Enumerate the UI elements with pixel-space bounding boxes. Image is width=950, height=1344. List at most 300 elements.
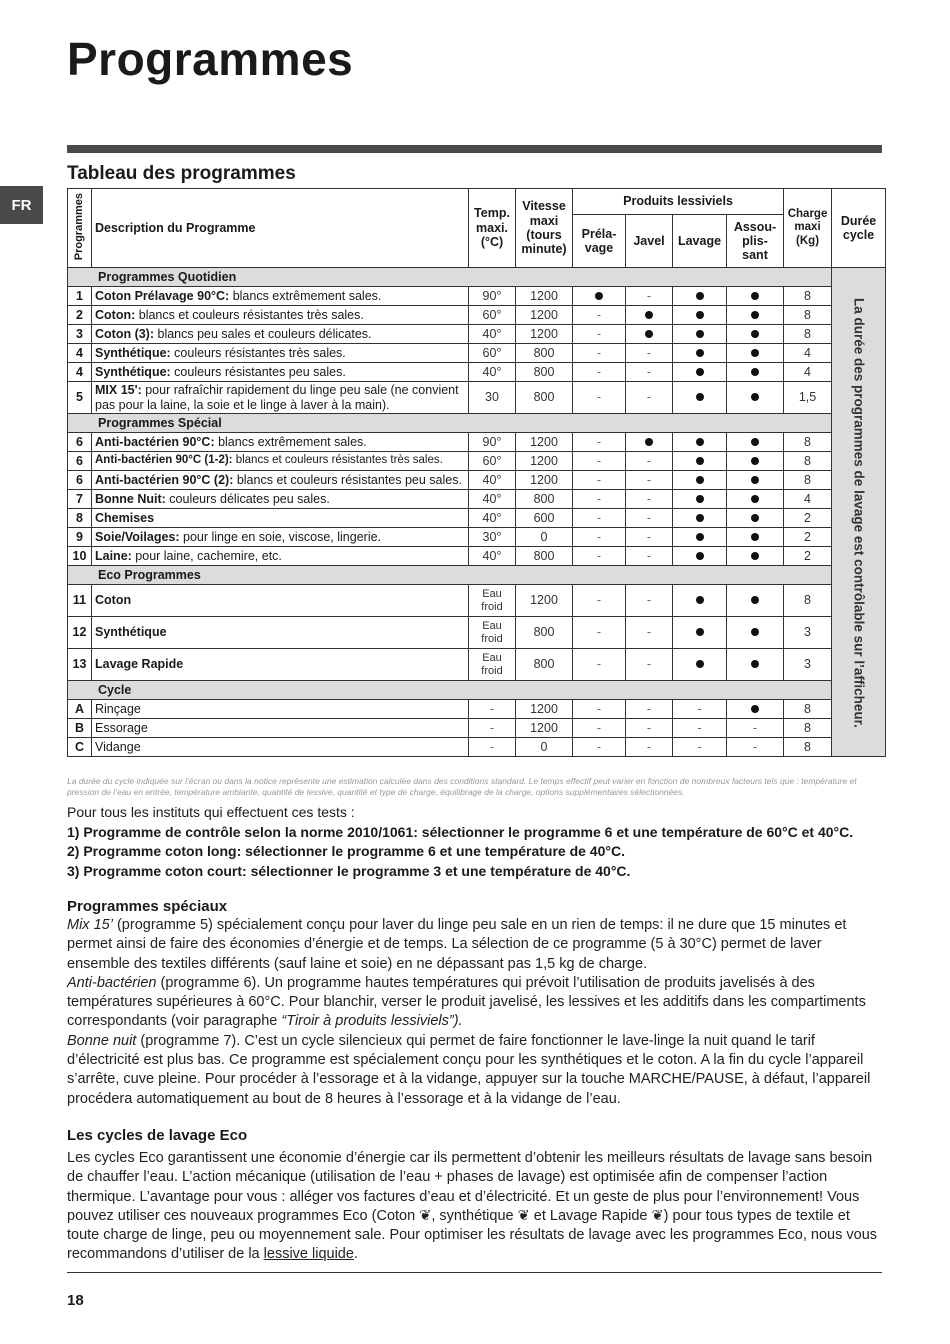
eco-text-2: , synthétique [431, 1207, 518, 1224]
prelavage-cell: - [573, 306, 626, 325]
dot-icon [696, 457, 704, 465]
assouplissant-cell [727, 452, 784, 471]
lavage-cell [673, 306, 727, 325]
table-row [68, 509, 886, 528]
dot-icon [751, 457, 759, 465]
dot-icon [696, 514, 704, 522]
group-row [68, 268, 886, 287]
table-row [68, 528, 886, 547]
charge-cell: 8 [784, 306, 832, 325]
javel-cell [626, 433, 673, 452]
vitesse-cell: 1200 [516, 585, 573, 617]
temp-cell: 60° [469, 344, 516, 363]
vitesse-cell: 800 [516, 617, 573, 649]
table-row [68, 325, 886, 344]
program-number: 6 [68, 471, 92, 490]
program-number: 5 [68, 382, 92, 414]
prelavage-cell: - [573, 471, 626, 490]
javel-cell: - [626, 452, 673, 471]
table-row [68, 433, 886, 452]
javel-cell: - [626, 344, 673, 363]
header-produits: Produits lessiviels [573, 189, 784, 215]
prelavage-cell: - [573, 433, 626, 452]
lavage-cell [673, 433, 727, 452]
assouplissant-cell [727, 433, 784, 452]
group-row [68, 681, 886, 700]
javel-cell: - [626, 363, 673, 382]
dot-icon [751, 495, 759, 503]
lavage-cell [673, 649, 727, 681]
dot-icon [645, 330, 653, 338]
dot-icon [751, 292, 759, 300]
prelavage-cell: - [573, 547, 626, 566]
program-detail: couleurs résistantes très sales. [170, 345, 346, 360]
dot-icon [751, 438, 759, 446]
program-name: Anti-bactérien 90°C (2): [95, 472, 234, 487]
header-programmes: Programmes [73, 192, 86, 260]
dot-icon [751, 514, 759, 522]
assouplissant-cell [727, 344, 784, 363]
vitesse-cell: 1200 [516, 700, 573, 719]
header-description: Description du Programme [92, 189, 469, 268]
program-detail: blancs extrêmement sales. [229, 288, 382, 303]
charge-cell: 8 [784, 719, 832, 738]
table-row [68, 617, 886, 649]
lavage-cell [673, 363, 727, 382]
program-name: Laine: [95, 548, 132, 563]
header-assouplissant: Assou-plis-sant [727, 215, 784, 268]
eco-synthetique-icon: ❦ [517, 1207, 530, 1224]
javel-cell [626, 306, 673, 325]
program-detail: Essorage [95, 720, 148, 735]
charge-cell: 8 [784, 700, 832, 719]
charge-cell: 3 [784, 649, 832, 681]
program-description [92, 617, 469, 649]
dot-icon [696, 311, 704, 319]
assouplissant-cell [727, 325, 784, 344]
dot-icon [645, 438, 653, 446]
eco-coton-icon: ❦ [419, 1207, 432, 1224]
header-charge: Charge maxi (Kg) [784, 189, 832, 268]
table-row [68, 700, 886, 719]
lavage-cell: - [673, 738, 727, 757]
charge-cell: 1,5 [784, 382, 832, 414]
program-description [92, 509, 469, 528]
program-detail: blancs et couleurs résistantes très sales. [232, 454, 443, 467]
eco-rapide-icon: ❦ [651, 1207, 664, 1224]
dot-icon [751, 705, 759, 713]
lavage-cell [673, 382, 727, 414]
program-number: 13 [68, 649, 92, 681]
prelavage-cell: - [573, 585, 626, 617]
prelavage-cell: - [573, 344, 626, 363]
lavage-cell [673, 452, 727, 471]
dot-icon [751, 596, 759, 604]
program-number: 4 [68, 363, 92, 382]
temp-cell: 40° [469, 490, 516, 509]
mix-name: Mix 15’ [67, 917, 113, 933]
lavage-cell [673, 325, 727, 344]
dot-icon [645, 311, 653, 319]
javel-cell: - [626, 490, 673, 509]
javel-cell: - [626, 471, 673, 490]
page-number: 18 [67, 1292, 84, 1309]
javel-cell [626, 325, 673, 344]
table-row [68, 471, 886, 490]
nuit-name: Bonne nuit [67, 1032, 137, 1049]
program-name: MIX 15': [95, 383, 142, 398]
charge-cell: 8 [784, 585, 832, 617]
program-description [92, 433, 469, 452]
eco-text [67, 1149, 882, 1265]
table-row [68, 306, 886, 325]
program-detail: Vidange [95, 739, 141, 754]
lavage-cell [673, 585, 727, 617]
temp-cell: 30 [469, 382, 516, 414]
program-description [92, 528, 469, 547]
tests-line-2: 2) Programme coton long: sélectionner le programme 6 et une température de 40°C. [67, 843, 625, 859]
program-detail: Rinçage [95, 701, 141, 716]
prelavage-cell: - [573, 738, 626, 757]
vitesse-cell: 0 [516, 738, 573, 757]
temp-cell: 40° [469, 325, 516, 344]
charge-cell: 8 [784, 433, 832, 452]
program-detail: pour linge en soie, viscose, lingerie. [179, 529, 382, 544]
javel-cell: - [626, 700, 673, 719]
charge-cell: 3 [784, 617, 832, 649]
table-body [68, 268, 886, 757]
duree-note: La durée des programmes de lavage est contrôlable sur l’afficheur. [851, 298, 867, 728]
temp-cell: 90° [469, 287, 516, 306]
program-description [92, 363, 469, 382]
page-title: Programmes [67, 33, 354, 85]
lavage-cell [673, 344, 727, 363]
program-description [92, 471, 469, 490]
javel-cell: - [626, 509, 673, 528]
charge-cell: 8 [784, 325, 832, 344]
program-number: 4 [68, 344, 92, 363]
assouplissant-cell [727, 382, 784, 414]
assouplissant-cell [727, 585, 784, 617]
charge-cell: 2 [784, 509, 832, 528]
javel-cell: - [626, 547, 673, 566]
program-number: 12 [68, 617, 92, 649]
language-tab: FR [0, 186, 43, 224]
dot-icon [696, 628, 704, 636]
table-row [68, 382, 886, 414]
bottom-rule [67, 1272, 882, 1273]
header-lavage: Lavage [673, 215, 727, 268]
header-temp: Temp. maxi. (°C) [469, 189, 516, 268]
program-description [92, 738, 469, 757]
charge-cell: 8 [784, 471, 832, 490]
charge-cell: 8 [784, 738, 832, 757]
charge-cell: 8 [784, 452, 832, 471]
program-description [92, 287, 469, 306]
header-duree: Durée cycle [832, 189, 886, 268]
dot-icon [751, 330, 759, 338]
dot-icon [696, 292, 704, 300]
anti-name: Anti-bactérien [67, 974, 157, 991]
temp-cell: 40° [469, 509, 516, 528]
nuit-text: (programme 7). C’est un cycle silencieux qui permet de faire fonctionner le lave-linge la nuit quand le tarif d’électricité est plus bas. Ce programme est spécialement conçu pour les synthétiques et le coton. A la fin du cycle l’appareil s’arrête, cuve pleine. Pour procéder à l’essorage et à la vidange, appuyer sur la touche MARCHE/PAUSE, à défaut, l’appareil procédera automatiquement au bout de 8 heures à l’essorage et à la vidange de l’eau. [67, 1032, 871, 1107]
group-title: Eco Programmes [68, 566, 832, 585]
program-description [92, 344, 469, 363]
dot-icon [751, 311, 759, 319]
assouplissant-cell: - [727, 738, 784, 757]
dot-icon [595, 292, 603, 300]
prelavage-cell: - [573, 528, 626, 547]
speciaux-heading: Programmes spéciaux [67, 898, 228, 915]
program-description [92, 719, 469, 738]
javel-cell: - [626, 738, 673, 757]
prelavage-cell: - [573, 700, 626, 719]
assouplissant-cell [727, 649, 784, 681]
lavage-cell: - [673, 700, 727, 719]
vitesse-cell: 1200 [516, 306, 573, 325]
eco-text-3: et Lavage Rapide [529, 1207, 652, 1224]
dot-icon [696, 533, 704, 541]
javel-cell: - [626, 585, 673, 617]
program-number: 1 [68, 287, 92, 306]
prelavage-cell: - [573, 363, 626, 382]
assouplissant-cell [727, 306, 784, 325]
header-prelavage: Préla-vage [573, 215, 626, 268]
vitesse-cell: 800 [516, 382, 573, 414]
temp-cell: - [469, 719, 516, 738]
table-row [68, 649, 886, 681]
assouplissant-cell [727, 700, 784, 719]
prelavage-cell: - [573, 382, 626, 414]
program-number: 11 [68, 585, 92, 617]
program-number: 10 [68, 547, 92, 566]
charge-cell: 4 [784, 363, 832, 382]
table-row [68, 585, 886, 617]
anti-text: (programme 6). Un programme hautes températures qui prévoit l’utilisation de produits javelisés à des températures supérieures à 60°C. Pour blanchir, verser le produit javelisé, les lessives et les additifs dans les compartiments correspondants (voir paragraphe [67, 974, 866, 1030]
section-title: Tableau des programmes [67, 163, 296, 184]
program-number: C [68, 738, 92, 757]
group-title: Programmes Quotidien [68, 268, 832, 287]
group-title: Programmes Spécial [68, 414, 832, 433]
prelavage-cell [573, 287, 626, 306]
program-number: 2 [68, 306, 92, 325]
table-row [68, 547, 886, 566]
program-name: Soie/Voilages: [95, 529, 180, 544]
javel-cell: - [626, 617, 673, 649]
program-number: 6 [68, 452, 92, 471]
program-name: Bonne Nuit: [95, 491, 166, 506]
header-vitesse: Vitesse maxi (tours minute) [516, 189, 573, 268]
vitesse-cell: 800 [516, 344, 573, 363]
program-description [92, 490, 469, 509]
prelavage-cell: - [573, 617, 626, 649]
table-row [68, 738, 886, 757]
charge-cell: 4 [784, 344, 832, 363]
program-name: Lavage Rapide [95, 657, 184, 672]
program-description [92, 547, 469, 566]
javel-cell: - [626, 382, 673, 414]
program-detail: blancs et couleurs résistantes peu sales. [233, 472, 462, 487]
program-detail: pour laine, cachemire, etc. [131, 548, 282, 563]
group-row [68, 414, 886, 433]
vitesse-cell: 1200 [516, 287, 573, 306]
vitesse-cell: 0 [516, 528, 573, 547]
assouplissant-cell [727, 287, 784, 306]
vitesse-cell: 800 [516, 547, 573, 566]
title-rule [67, 145, 882, 153]
table-row [68, 452, 886, 471]
dot-icon [696, 368, 704, 376]
dot-icon [696, 552, 704, 560]
prelavage-cell: - [573, 452, 626, 471]
lavage-cell [673, 617, 727, 649]
program-description [92, 649, 469, 681]
lavage-cell [673, 490, 727, 509]
footnote: La durée du cycle indiquée sur l’écran ou dans la notice représente une estimation calculée dans des conditions standard. Le temps effectif peut varier en fonction de nombreux facteurs tels que : température et pression de l’eau en entrée, température ambiante, quantité de lessive, quantité et type de charge, équilibrage de la charge, options supplémentaires sélectionnées. [67, 776, 857, 797]
vitesse-cell: 800 [516, 363, 573, 382]
temp-cell: 30° [469, 528, 516, 547]
mix-text: (programme 5) spécialement conçu pour laver du linge peu sale en un rien de temps: il ne dure que 15 minutes et permet ainsi de faire des économies d’énergie et de temps. La sélection de ce programme (5 à 30°C) permet de laver ensemble des textiles différents (sauf laine et soie) en ne dépassant pas 1,5 kg de charge. [67, 917, 847, 972]
assouplissant-cell [727, 363, 784, 382]
assouplissant-cell [727, 490, 784, 509]
lavage-cell [673, 528, 727, 547]
charge-cell: 2 [784, 528, 832, 547]
vitesse-cell: 600 [516, 509, 573, 528]
temp-cell: 40° [469, 363, 516, 382]
program-description [92, 382, 469, 414]
eco-text-1: Les cycles Eco garantissent une économie d’énergie car ils permettent d’obtenir les meilleurs résultats de lavage sans besoin de chauffer l’eau. L’action mécanique (utilisation de l’eau + phases de lavage) est optimisée afin de compenser l’action thermique. L’avantage pour vous : alléger vos factures d’eau et d’électricité. Et un geste de plus pour l’environnement! Vous pouvez utiliser ces nouveaux programmes Eco (Coton [67, 1150, 873, 1224]
program-name: Anti-bactérien 90°C: [95, 434, 215, 449]
program-name: Coton Prélavage 90°C: [95, 288, 230, 303]
dot-icon [751, 533, 759, 541]
program-name: Coton (3): [95, 326, 155, 341]
program-name: Coton [95, 593, 132, 608]
lessive-liquide-link[interactable]: lessive liquide [263, 1246, 354, 1263]
javel-cell: - [626, 649, 673, 681]
prelavage-cell: - [573, 719, 626, 738]
program-name: Synthétique: [95, 364, 171, 379]
dot-icon [751, 660, 759, 668]
dot-icon [751, 349, 759, 357]
vitesse-cell: 1200 [516, 325, 573, 344]
table-row [68, 287, 886, 306]
program-description [92, 325, 469, 344]
dot-icon [696, 438, 704, 446]
temp-cell: 60° [469, 452, 516, 471]
program-number: 3 [68, 325, 92, 344]
vitesse-cell: 1200 [516, 471, 573, 490]
speciaux-text [67, 916, 882, 1109]
javel-cell: - [626, 287, 673, 306]
assouplissant-cell: - [727, 719, 784, 738]
charge-cell: 4 [784, 490, 832, 509]
program-name: Synthétique [95, 625, 167, 640]
javel-cell: - [626, 528, 673, 547]
temp-cell: 40° [469, 471, 516, 490]
assouplissant-cell [727, 528, 784, 547]
dot-icon [751, 628, 759, 636]
prelavage-cell: - [573, 490, 626, 509]
program-name: Coton: [95, 307, 136, 322]
program-name: Anti-bactérien 90°C (1-2): [95, 454, 233, 467]
dot-icon [751, 476, 759, 484]
header-javel: Javel [626, 215, 673, 268]
temp-cell: - [469, 700, 516, 719]
dot-icon [696, 596, 704, 604]
temp-cell: 90° [469, 433, 516, 452]
dot-icon [751, 393, 759, 401]
program-description [92, 585, 469, 617]
tests-line-1: 1) Programme de contrôle selon la norme 2010/1061: sélectionner le programme 6 et une température de 60°C et 40°C. [67, 823, 854, 840]
programmes-table [67, 188, 886, 757]
dot-icon [696, 393, 704, 401]
program-description [92, 306, 469, 325]
charge-cell: 2 [784, 547, 832, 566]
program-name: Synthétique: [95, 345, 171, 360]
temp-cell: Eau froid [469, 585, 516, 617]
dot-icon [751, 552, 759, 560]
program-number: B [68, 719, 92, 738]
vitesse-cell: 1200 [516, 433, 573, 452]
temp-cell: - [469, 738, 516, 757]
dot-icon [696, 330, 704, 338]
lavage-cell [673, 547, 727, 566]
anti-ref: “Tiroir à produits lessiviels”). [281, 1013, 463, 1030]
program-number: 6 [68, 433, 92, 452]
vitesse-cell: 1200 [516, 452, 573, 471]
program-name: Chemises [95, 510, 155, 525]
tests-intro: Pour tous les instituts qui effectuent ces tests : [67, 804, 355, 820]
temp-cell: 40° [469, 547, 516, 566]
dot-icon [751, 368, 759, 376]
program-detail: couleurs résistantes peu sales. [170, 364, 346, 379]
dot-icon [696, 349, 704, 357]
dot-icon [696, 495, 704, 503]
assouplissant-cell [727, 547, 784, 566]
program-detail: blancs peu sales et couleurs délicates. [154, 326, 372, 341]
dot-icon [696, 660, 704, 668]
temp-cell: Eau froid [469, 617, 516, 649]
tests-block [67, 803, 882, 881]
eco-text-4: ) pour tous types de textile et toute charge de linge, peu ou moyennement sale. Pour optimiser les résultats de lavage avec les programmes Eco, nous vous recommandons d’utiliser de la [67, 1207, 878, 1263]
table-row [68, 490, 886, 509]
group-title: Cycle [68, 681, 832, 700]
program-number: 7 [68, 490, 92, 509]
program-number: 9 [68, 528, 92, 547]
eco-end: . [353, 1246, 358, 1263]
table-row [68, 719, 886, 738]
assouplissant-cell [727, 617, 784, 649]
program-detail: pour rafraîchir rapidement du linge peu sale (ne convient pas pour la laine, la soie et le linge à laver à la main). [95, 383, 459, 412]
program-description [92, 452, 469, 471]
javel-cell: - [626, 719, 673, 738]
assouplissant-cell [727, 471, 784, 490]
assouplissant-cell [727, 509, 784, 528]
program-number: 8 [68, 509, 92, 528]
prelavage-cell: - [573, 325, 626, 344]
lavage-cell [673, 471, 727, 490]
program-number: A [68, 700, 92, 719]
prelavage-cell: - [573, 649, 626, 681]
temp-cell: Eau froid [469, 649, 516, 681]
vitesse-cell: 800 [516, 649, 573, 681]
lavage-cell [673, 287, 727, 306]
program-detail: couleurs délicates peu sales. [165, 491, 330, 506]
lavage-cell [673, 509, 727, 528]
program-description [92, 700, 469, 719]
group-row [68, 566, 886, 585]
program-detail: blancs extrêmement sales. [214, 434, 367, 449]
